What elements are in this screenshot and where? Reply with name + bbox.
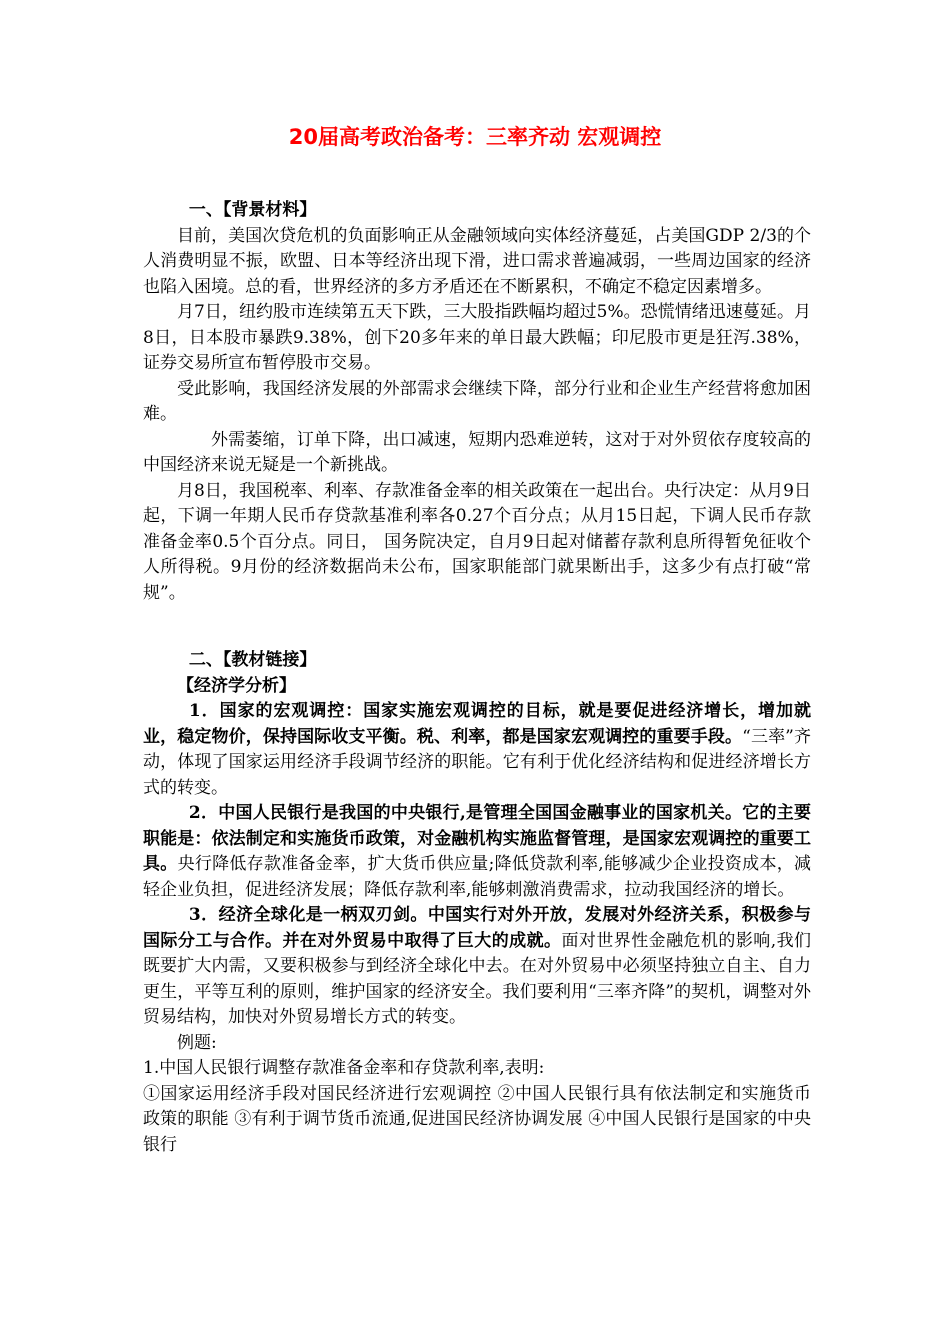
point-3-key-text: 3．经济全球化是一柄双刃剑。中国实行对外开放，发展对外经济关系，积极参与国际分工与合作。并在对外贸易中取得了巨大的成就。 [143, 905, 811, 951]
subheading-economics: 【经济学分析】 [177, 675, 296, 696]
point-1-text: “三率”齐动，体现了国家运用经济手段调节经济的职能。它有利于优化经济结构和促进经济增长方式的转变。 [143, 726, 811, 798]
example-question: 1.中国人民银行调整存款准备金率和存贷款利率,表明: [143, 1058, 545, 1078]
example-options: ①国家运用经济手段对国民经济进行宏观调控 ②中国人民银行具有依法制定和实施货币政策的职能 ③有利于调节货币流通,促进国民经济协调发展 ④中国人民银行是国家的中央银行 [143, 1083, 811, 1155]
analysis-point-2 [143, 801, 811, 903]
background-section [143, 198, 811, 606]
point-2-key-text: 2．中国人民银行是我国的中央银行,是管理全国国金融事业的国家机关。它的主要职能是：依法制定和实施货币政策，对金融机构实施监督管理，是国家宏观调控的重要工具。 [143, 803, 811, 874]
paragraph: 月8日，我国税率、利率、存款准备金率的相关政策在一起出台。央行决定：从月9日起，下调一年期人民币存贷款基准利率各0.27个百分点；从月15日起，下调人民币存款准备金率0.5个百分点。同日， 国务院决定，自月9日起对储蓄存款利息所得暂免征收个人所得税。9月份的经济数据尚未公布，国家职能部门就果断出手，这多少有点打破“常规”。 [143, 480, 811, 603]
paragraph: 外需萎缩，订单下降，出口减速，短期内恐难逆转，这对于对外贸依存度较高的中国经济来说无疑是一个新挑战。 [143, 429, 811, 475]
paragraph: 目前，美国次贷危机的负面影响正从金融领域向实体经济蔓延，占美国GDP 2/3的个人消费明显不振，欧盟、日本等经济出现下滑，进口需求普遍减弱，一些周边国家的经济也陷入困境。总的看，世界经济的多方矛盾还在不断累积，不确定不稳定因素增多。 [143, 225, 811, 297]
analysis-point-3 [143, 903, 811, 1031]
point-2-text: 央行降低存款准备金率，扩大货币供应量;降低贷款利率,能够减少企业投资成本，减轻企业负担，促进经济发展；降低存款利率,能够刺激消费需求，拉动我国经济的增长。 [143, 854, 811, 900]
point-1-key-text: 1．国家的宏观调控：国家实施宏观调控的目标，就是要促进经济增长，增加就业，稳定物价，保持国际收支平衡。税、利率，都是国家宏观调控的重要手段。 [143, 701, 811, 747]
analysis-point-1 [143, 699, 811, 801]
paragraph: 月7日，纽约股市连续第五天下跌，三大股指跌幅均超过5%。恐慌情绪迅速蔓延。月8日，日本股市暴跌9.38%，创下20多年来的单日最大跌幅；印尼股市更是狂泻.38%，证券交易所宣布暂停股市交易。 [143, 302, 811, 373]
section-heading-textbook: 二、【教材链接】 [188, 650, 317, 670]
section-heading-background: 一、【背景材料】 [188, 200, 317, 220]
point-3-text: 面对世界性金融危机的影响,我们既要扩大内需，又要积极参与到经济全球化中去。在对外贸易中必须坚持独立自主、自力更生，平等互利的原则，维护国家的经济安全。我们要利用“三率齐降”的契机，调整对外贸易结构，加快对外贸易增长方式的转变。 [143, 930, 812, 1027]
paragraph: 受此影响，我国经济发展的外部需求会继续下降，部分行业和企业生产经营将愈加困难。 [143, 378, 811, 424]
example-label: 例题: [177, 1032, 217, 1053]
document-title: 20届高考政治备考：三率齐动 宏观调控 [288, 125, 662, 149]
textbook-section [143, 648, 811, 1158]
